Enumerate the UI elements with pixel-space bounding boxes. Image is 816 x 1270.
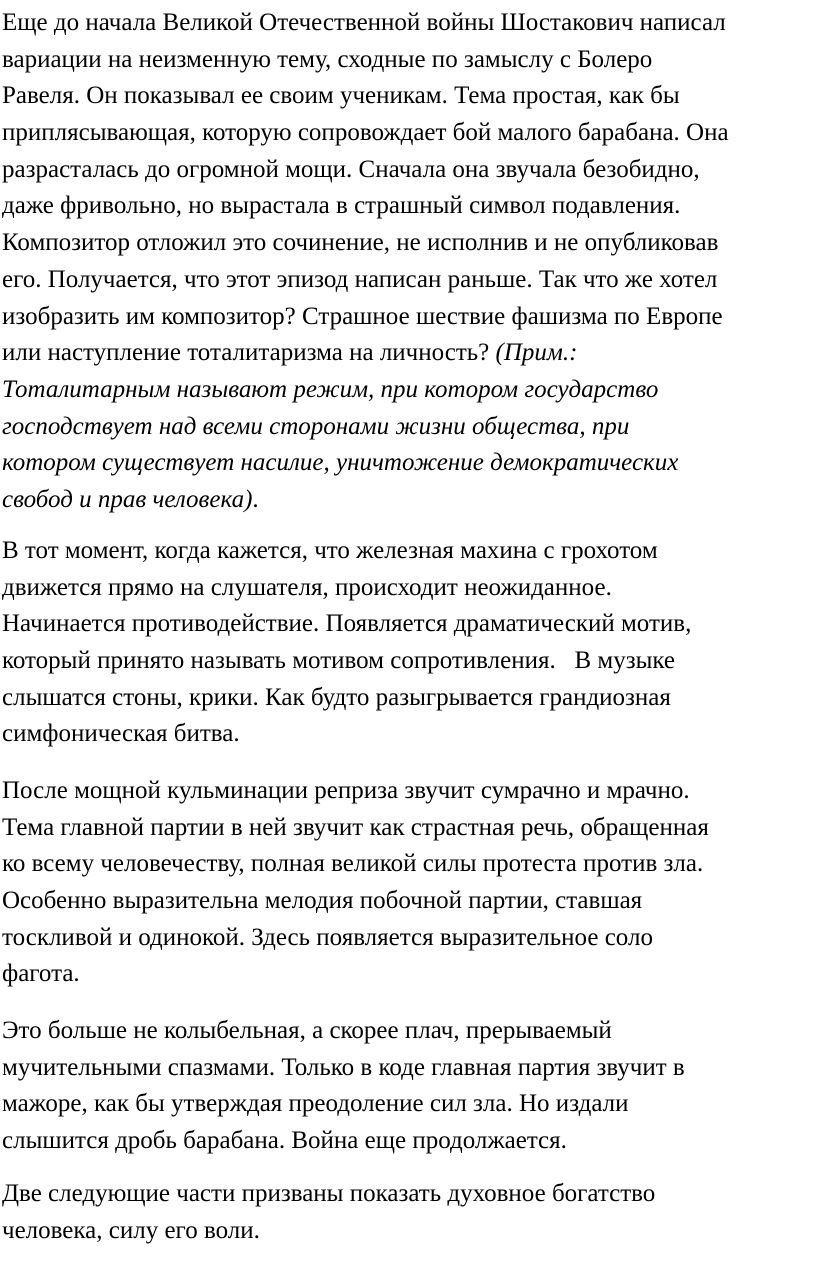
- text-line: слышится дробь барабана. Война еще продолжается.: [2, 1127, 567, 1155]
- text-line: слышатся стоны, крики. Как будто разыгрывается грандиозная: [2, 683, 671, 711]
- text-line: После мощной кульминации реприза звучит сумрачно и мрачно.: [2, 777, 690, 804]
- text-line: человека, силу его воли.: [2, 1216, 260, 1244]
- text-line: который принято называть мотивом сопротивления. В музыке: [2, 647, 676, 675]
- text-line: [2, 335, 814, 372]
- text-line: Еще до начала Великой Отечественной войны Шостакович написал: [2, 9, 726, 36]
- text-line: Начинается противодействие. Появляется драматический мотив,: [2, 610, 692, 638]
- text-line: [2, 482, 814, 519]
- text-line: его. Получается, что этот эпизод написан раньше. Так что же хотел: [2, 265, 718, 293]
- text-line: изобразить им композитор? Страшное шествие фашизма по Европе: [2, 302, 723, 330]
- text-line: даже фривольно, но вырастала в страшный символ подавления.: [2, 192, 681, 220]
- note-line: господствует над всеми сторонами жизни общества, при: [2, 412, 630, 440]
- text-line: движется прямо на слушателя, происходит неожиданное.: [2, 573, 612, 601]
- note-end-punct: .: [252, 485, 259, 513]
- paragraph-5: [2, 1176, 814, 1249]
- text-line: ко всему человечеству, полная великой силы протеста против зла.: [2, 850, 704, 878]
- text-line: тоскливой и одинокой. Здесь появляется выразительное соло: [2, 923, 653, 951]
- paragraph-4: [2, 1013, 814, 1160]
- text-line: мажоре, как бы утверждая преодоление сил зла. Но издали: [2, 1090, 629, 1118]
- text-line: В тот момент, когда кажется, что железная махина с грохотом: [2, 537, 658, 564]
- note-line: Тоталитарным называют режим, при котором государство: [2, 375, 659, 403]
- note-line: свобод и прав человека): [2, 485, 253, 513]
- text-line: Две следующие части призваны показать духовное богатство: [2, 1180, 656, 1207]
- text-line: Особенно выразительна мелодия побочной партии, ставшая: [2, 887, 643, 915]
- text-line: мучительными спазмами. Только в коде главная партия звучит в: [2, 1053, 685, 1081]
- text-line: разрасталась до огромной мощи. Сначала она звучала безобидно,: [2, 155, 700, 183]
- text-line: симфоническая битва.: [2, 720, 240, 748]
- paragraph-2: [2, 533, 814, 753]
- paragraph-3: [2, 773, 814, 993]
- text-line: Равеля. Он показывал ее своим ученикам. Тема простая, как бы: [2, 82, 680, 110]
- text-line: вариации на неизменную тему, сходные по замыслу с Болеро: [2, 45, 653, 73]
- text-segment: или наступление тоталитаризма на личность?: [2, 339, 490, 367]
- note-line: котором существует насилие, уничтожение демократических: [2, 449, 679, 477]
- note-start: (Прим.:: [495, 339, 578, 367]
- paragraph-1: [2, 5, 814, 519]
- text-line: Тема главной партии в ней звучит как страстная речь, обращенная: [2, 813, 709, 841]
- text-line: Это больше не колыбельная, а скорее плач, прерываемый: [2, 1017, 612, 1044]
- text-line: приплясывающая, которую сопровождает бой малого барабана. Она: [2, 119, 729, 147]
- text-line: Композитор отложил это сочинение, не исполнив и не опубликовав: [2, 229, 719, 257]
- text-line: фагота.: [2, 960, 80, 988]
